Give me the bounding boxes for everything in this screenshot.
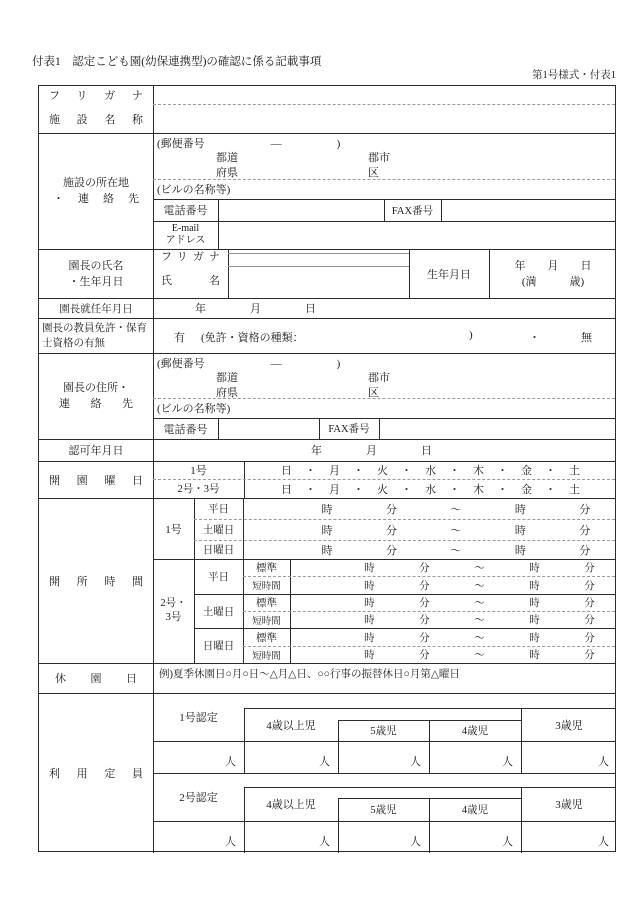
appointment-value: 年 月 日 bbox=[195, 303, 316, 315]
pref-top-label: 都道 bbox=[216, 152, 238, 164]
open-hours-day-weekday: 平日 bbox=[208, 572, 229, 583]
facility-name-label: 施設名称 bbox=[49, 113, 143, 126]
facility-address-label-line1: 施設の所在地 bbox=[63, 177, 129, 189]
license-close-paren: ) bbox=[469, 329, 473, 341]
director-address-label-line2: 連絡先 bbox=[59, 398, 133, 410]
facility-address-label-line2: ・連絡先 bbox=[53, 193, 139, 205]
capacity-count-cell: 人 bbox=[502, 836, 513, 848]
hour-label: 時 bbox=[529, 598, 540, 609]
capacity-age4plus: 4歳以上児 bbox=[266, 719, 316, 732]
capacity-age4: 4歳児 bbox=[461, 726, 489, 737]
time-row bbox=[290, 646, 617, 663]
minute-label: 分 bbox=[584, 650, 595, 661]
closed-days-label: 休園日 bbox=[55, 673, 137, 685]
capacity-age4plus: 4歳以上児 bbox=[266, 799, 316, 811]
license-type-label: (免許・資格の種類： bbox=[201, 332, 304, 344]
capacity-age5: 5歳児 bbox=[370, 726, 397, 737]
open-days-cat-1: 1号 bbox=[190, 465, 207, 477]
short-label: 短時間 bbox=[252, 616, 281, 627]
director-birth-value-cell bbox=[489, 249, 617, 298]
capacity-count-cell: 人 bbox=[319, 836, 330, 848]
director-phone-input bbox=[218, 418, 319, 439]
ward-label: 区 bbox=[368, 387, 379, 399]
minute-label: 分 bbox=[579, 524, 591, 537]
director-fax-label: FAX番号 bbox=[328, 424, 370, 435]
open-days-values-1: 日・月・火・水・木・金・土 bbox=[281, 465, 593, 477]
director-phone-label: 電話番号 bbox=[163, 423, 208, 436]
director-license-label-cell bbox=[39, 318, 153, 353]
license-row bbox=[153, 318, 617, 353]
std-label: 標準 bbox=[256, 632, 277, 644]
time-row bbox=[290, 559, 617, 576]
hour-label: 時 bbox=[514, 544, 526, 557]
hour-label: 時 bbox=[364, 598, 375, 609]
hour-label: 時 bbox=[364, 650, 375, 661]
hour-label: 時 bbox=[514, 503, 526, 516]
open-hours-no1: 1号 bbox=[165, 523, 182, 536]
pref-bottom-label: 府県 bbox=[216, 167, 238, 179]
facility-postal-block bbox=[153, 133, 617, 179]
minute-label: 分 bbox=[385, 524, 397, 537]
city-top-label: 郡市 bbox=[368, 152, 390, 164]
hour-label: 時 bbox=[529, 650, 540, 661]
hour-label: 時 bbox=[529, 615, 540, 626]
minute-label: 分 bbox=[584, 580, 595, 592]
tilde: ～ bbox=[450, 503, 462, 516]
tilde: ～ bbox=[474, 632, 485, 644]
license-no: 無 bbox=[581, 332, 592, 344]
capacity-age4: 4歳児 bbox=[461, 805, 489, 816]
open-hours-day-saturday: 土曜日 bbox=[202, 525, 235, 536]
open-hours-day-sunday: 日曜日 bbox=[202, 641, 235, 652]
approval-date-label: 認可年月日 bbox=[68, 445, 124, 457]
form-table bbox=[38, 85, 616, 852]
director-building-label: (ビルの名称等) bbox=[157, 403, 231, 415]
minute-label: 分 bbox=[385, 503, 397, 516]
closed-days-label-cell bbox=[39, 663, 153, 693]
open-days-label: 開園曜日 bbox=[49, 474, 143, 487]
license-yes: 有 bbox=[174, 332, 185, 344]
approval-date-value: 年 月 日 bbox=[311, 445, 432, 457]
capacity-count-cell: 人 bbox=[410, 756, 421, 768]
minute-label: 分 bbox=[579, 544, 591, 557]
open-days-cat-23: 2号・3号 bbox=[177, 484, 220, 495]
open-hours-label-cell bbox=[39, 498, 153, 663]
director-license-label-line1: 園長の教員免許・保育 bbox=[42, 322, 147, 334]
facility-fax-label: FAX番号 bbox=[391, 205, 434, 217]
director-address-label-cell bbox=[39, 353, 153, 439]
open-days-values-23: 日・月・火・水・木・金・土 bbox=[281, 483, 593, 496]
pref-bottom-label: 府県 bbox=[216, 387, 238, 399]
capacity-count-cell: 人 bbox=[225, 836, 236, 848]
hour-label: 時 bbox=[321, 524, 333, 537]
director-license-label-line2: 士資格の有無 bbox=[42, 337, 105, 349]
capacity-count-cell: 人 bbox=[319, 756, 330, 768]
facility-furigana-label-cell bbox=[39, 86, 153, 104]
capacity-label-cell bbox=[39, 693, 153, 853]
tilde: ～ bbox=[474, 615, 485, 626]
facility-phone-label: 電話番号 bbox=[163, 205, 208, 217]
director-furigana-input bbox=[228, 253, 409, 266]
capacity-count-cell: 人 bbox=[225, 756, 236, 768]
form-number: 第1号様式・付表1 bbox=[532, 70, 616, 81]
director-fax-input bbox=[379, 418, 617, 439]
std-label: 標準 bbox=[256, 563, 277, 574]
capacity-cert2: 2号認定 bbox=[179, 792, 218, 804]
capacity-age3: 3歳児 bbox=[555, 719, 583, 732]
facility-postal-label: (郵便番号 ― ) bbox=[157, 138, 341, 150]
minute-label: 分 bbox=[584, 632, 595, 644]
open-days-row bbox=[244, 479, 617, 498]
ward-label: 区 bbox=[368, 167, 379, 179]
director-birth-label: 生年月日 bbox=[427, 268, 471, 281]
open-days-row bbox=[244, 461, 617, 479]
time-row bbox=[290, 576, 617, 594]
open-hours-no23 bbox=[153, 559, 194, 663]
minute-label: 分 bbox=[584, 598, 595, 609]
tilde: ～ bbox=[450, 524, 462, 537]
time-row bbox=[290, 611, 617, 628]
hour-label: 時 bbox=[364, 632, 375, 644]
director-appointment-label: 園長就任年月日 bbox=[59, 303, 133, 315]
facility-furigana-label: フリガナ bbox=[49, 90, 143, 102]
facility-email-label-cell bbox=[153, 221, 218, 249]
tilde: ～ bbox=[474, 598, 485, 609]
facility-building-label: (ビルの名称等) bbox=[157, 184, 231, 196]
no23-line2: 3号 bbox=[165, 612, 182, 623]
minute-label: 分 bbox=[419, 563, 430, 574]
hour-label: 時 bbox=[364, 580, 375, 592]
short-label: 短時間 bbox=[252, 651, 281, 662]
facility-name-label-cell bbox=[39, 104, 153, 133]
facility-address-label-cell bbox=[39, 133, 153, 249]
hour-label: 時 bbox=[529, 563, 540, 574]
hour-label: 時 bbox=[529, 632, 540, 644]
tilde: ～ bbox=[474, 650, 485, 661]
short-label: 短時間 bbox=[252, 582, 281, 592]
facility-phone-input bbox=[218, 199, 384, 221]
no23-line1: 2号・ bbox=[160, 598, 187, 609]
time-row bbox=[243, 540, 617, 559]
director-name-label-line2: ・生年月日 bbox=[68, 275, 124, 288]
director-name-field-label: 氏名 bbox=[161, 275, 220, 287]
minute-label: 分 bbox=[584, 615, 595, 626]
director-name-label-cell bbox=[39, 249, 153, 298]
tilde: ～ bbox=[450, 544, 462, 557]
capacity-count-cell: 人 bbox=[410, 836, 421, 848]
capacity-count-cell: 人 bbox=[598, 836, 609, 848]
facility-fax-input bbox=[441, 199, 617, 221]
capacity-label: 利用定員 bbox=[49, 768, 143, 780]
minute-label: 分 bbox=[579, 503, 591, 516]
director-furigana-name-cell bbox=[153, 249, 228, 298]
capacity-age5: 5歳児 bbox=[370, 805, 397, 816]
hour-label: 時 bbox=[321, 544, 333, 557]
pref-top-label: 都道 bbox=[216, 372, 238, 384]
capacity-count-cell: 人 bbox=[598, 756, 609, 768]
open-hours-label: 開所時間 bbox=[49, 575, 143, 588]
birth-value-line2: (満 歳) bbox=[521, 275, 585, 288]
email-label-bottom: アドレス bbox=[165, 235, 206, 246]
minute-label: 分 bbox=[419, 580, 430, 592]
facility-email-input bbox=[218, 221, 617, 249]
director-name-input bbox=[228, 266, 409, 298]
std-label: 標準 bbox=[256, 598, 277, 609]
open-hours-day-weekday: 平日 bbox=[208, 504, 229, 515]
minute-label: 分 bbox=[419, 632, 430, 644]
director-postal-label: (郵便番号 ― ) bbox=[157, 358, 341, 370]
director-name-label-line1: 園長の氏名 bbox=[68, 259, 124, 272]
facility-name-input bbox=[153, 104, 617, 133]
city-top-label: 郡市 bbox=[368, 372, 390, 384]
hour-label: 時 bbox=[364, 615, 375, 626]
time-row bbox=[243, 498, 617, 519]
tilde: ～ bbox=[474, 563, 485, 574]
birth-value-line1: 年 月 日 bbox=[514, 259, 592, 272]
hour-label: 時 bbox=[321, 503, 333, 516]
open-hours-day-saturday: 土曜日 bbox=[202, 606, 235, 618]
hour-label: 時 bbox=[514, 524, 526, 537]
hour-label: 時 bbox=[529, 580, 540, 592]
open-days-label-cell bbox=[39, 461, 153, 498]
director-postal-block bbox=[153, 353, 617, 398]
minute-label: 分 bbox=[419, 650, 430, 661]
open-hours-day-sunday: 日曜日 bbox=[202, 545, 235, 556]
email-label-top: E-mail bbox=[171, 223, 200, 234]
page-title: 付表1 認定こども園(幼保連携型)の確認に係る記載事項 bbox=[32, 56, 322, 68]
minute-label: 分 bbox=[584, 563, 595, 574]
time-row bbox=[290, 594, 617, 611]
time-row bbox=[243, 519, 617, 540]
facility-furigana-input bbox=[153, 86, 617, 104]
director-address-label-line1: 園長の住所・ bbox=[63, 382, 129, 394]
capacity-count-cell: 人 bbox=[502, 756, 513, 768]
capacity-cert1: 1号認定 bbox=[179, 712, 218, 724]
license-dot: ・ bbox=[529, 332, 540, 344]
minute-label: 分 bbox=[419, 615, 430, 626]
minute-label: 分 bbox=[385, 544, 397, 557]
director-furigana-label: フリガナ bbox=[161, 251, 220, 263]
time-row bbox=[290, 628, 617, 646]
tilde: ～ bbox=[474, 580, 485, 592]
closed-days-example: 例)夏季休園日○月○日～△月△日、○○行事の振替休日○月第△曜日 bbox=[159, 669, 460, 680]
hour-label: 時 bbox=[364, 563, 375, 574]
minute-label: 分 bbox=[419, 598, 430, 609]
capacity-age3: 3歳児 bbox=[555, 799, 583, 811]
